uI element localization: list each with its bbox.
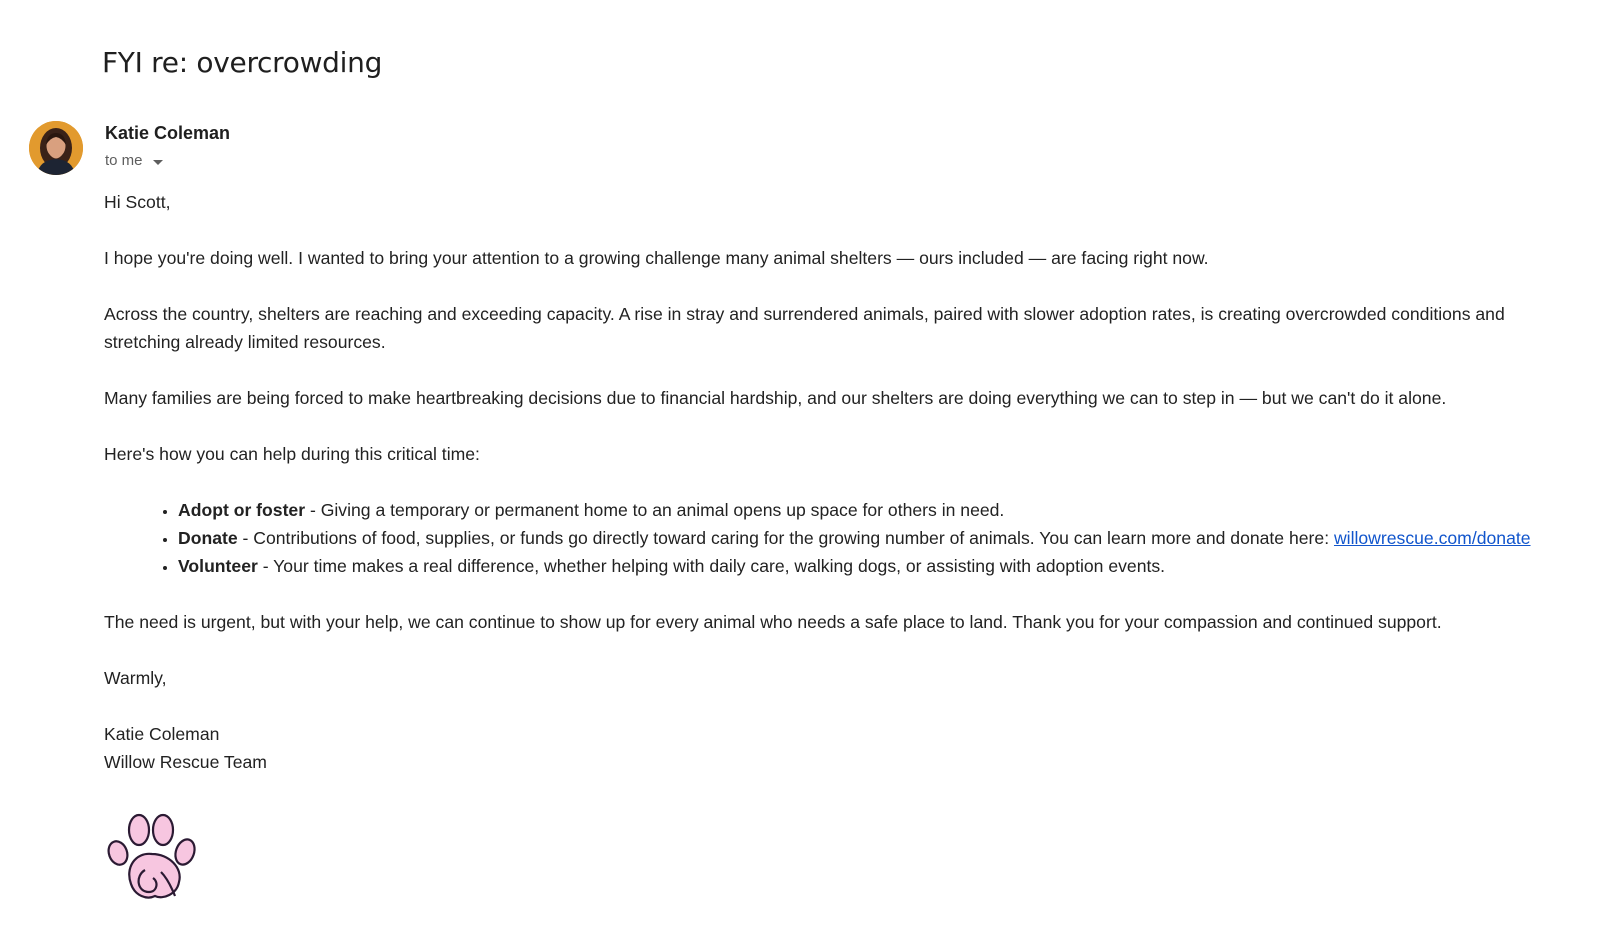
list-item bbox=[178, 524, 1544, 552]
signature-name: Katie Coleman bbox=[104, 724, 220, 744]
list-item bbox=[178, 496, 1544, 524]
help-list bbox=[104, 496, 1544, 580]
recipients-label: to me bbox=[105, 152, 143, 169]
body-paragraph: Here's how you can help during this critical time: bbox=[104, 444, 480, 464]
avatar-photo bbox=[29, 121, 83, 175]
body-paragraph: I hope you're doing well. I wanted to bring your attention to a growing challenge many animal shelters — ours included — are facing right now. bbox=[104, 248, 1209, 268]
list-item-title: Donate bbox=[178, 528, 238, 548]
body-paragraph: Across the country, shelters are reaching and exceeding capacity. A rise in stray and surrendered animals, paired with slower adoption rates, is creating overcrowded conditions and stretching already limited resources. bbox=[104, 304, 1505, 352]
recipients-toggle[interactable] bbox=[105, 152, 163, 169]
paw-print-icon bbox=[105, 812, 201, 904]
greeting: Hi Scott, bbox=[104, 192, 171, 212]
sender-name[interactable]: Katie Coleman bbox=[105, 123, 231, 143]
list-item-title: Adopt or foster bbox=[178, 500, 306, 520]
signoff: Warmly, bbox=[104, 668, 167, 688]
email-body bbox=[104, 188, 1544, 776]
signature-team: Willow Rescue Team bbox=[104, 752, 267, 772]
list-item-title: Volunteer bbox=[178, 556, 258, 576]
email-subject: FYI re: overcrowding bbox=[102, 46, 383, 79]
body-paragraph: Many families are being forced to make heartbreaking decisions due to financial hardship, and our shelters are doing everything we can to step in — but we can't do it alone. bbox=[104, 388, 1447, 408]
sender-avatar[interactable] bbox=[29, 121, 83, 175]
list-item-text: - Giving a temporary or permanent home to an animal opens up space for others in need. bbox=[305, 500, 1005, 520]
signature bbox=[104, 720, 1544, 776]
list-item bbox=[178, 552, 1544, 580]
closing-paragraph: The need is urgent, but with your help, we can continue to show up for every animal who needs a safe place to land. Thank you for your compassion and continued support. bbox=[104, 612, 1442, 632]
donate-link[interactable]: willowrescue.com/donate bbox=[1333, 528, 1531, 548]
chevron-down-icon[interactable] bbox=[153, 160, 163, 165]
list-item-text: - Your time makes a real difference, whether helping with daily care, walking dogs, or assisting with adoption events. bbox=[257, 556, 1166, 576]
list-item-text: - Contributions of food, supplies, or funds go directly toward caring for the growing number of animals. You can learn more and donate here: bbox=[237, 528, 1334, 548]
